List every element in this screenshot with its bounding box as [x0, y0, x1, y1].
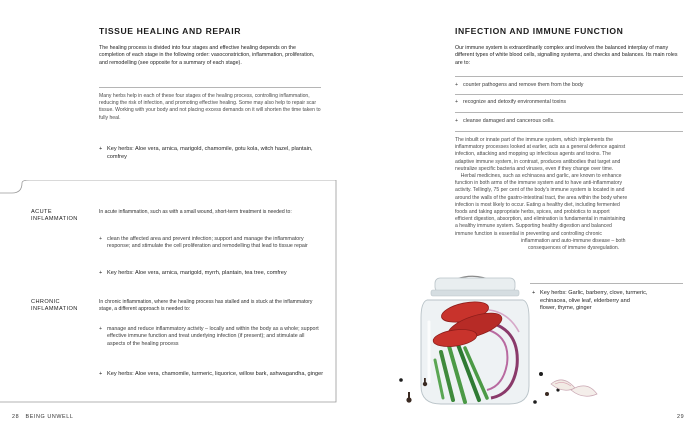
key-herbs-text: echinacea, olive leaf, elderberry and [540, 297, 630, 304]
bullet-mark: + [532, 290, 536, 296]
body-line: The inbuilt or innate part of the immune system, which implements the [455, 137, 613, 143]
body-line: efficient digestion, absorption, and elimination is fundamental in maintaining [455, 216, 626, 223]
acute-key-herbs [99, 270, 312, 278]
acute-bullet-text: clean the affected area and prevent infection; support and manage the inflammatory response; and stimulate the cell proliferation and remodelling that lead to tissue repair [107, 236, 308, 250]
body-line: immune function is essential in preventing and controlling chronic [455, 230, 602, 237]
right-bullet-2 [455, 99, 691, 106]
bullet-mark: + [455, 99, 459, 105]
bullet-text: recognize and detoxify environmental toxins [463, 99, 567, 105]
chronic-key-herbs [99, 371, 329, 379]
body-line: inflammatory processes looked at earlier, acts as a general defence against [455, 144, 626, 151]
chronic-label-line2: INFLAMMATION [31, 306, 78, 313]
chronic-bullet [99, 326, 322, 348]
body-line: inflammation and auto-immune disease – both [521, 237, 626, 244]
bullet-mark: + [99, 326, 103, 332]
chronic-label-line1: CHRONIC [31, 299, 60, 305]
chronic-bullet-text: manage and reduce inflammatory activity – locally and within the body as a whole; support effective immune function and treat underlying infection (if present); and stimulate all aspects of the healing process [107, 326, 319, 347]
bullet-mark: + [99, 146, 103, 152]
divider [455, 94, 683, 95]
right-intro: Our immune system is extraordinarily complex and involves the balanced interplay of many different types of white blood cells, signalling systems, and checks and balances. Its main roles are to: [455, 45, 678, 66]
key-herbs-text: Key herbs: Aloe vera, arnica, marigold, chamomile, gotu kola, witch hazel, plantain, comfrey [107, 146, 313, 160]
body-line: activity. Tellingly, 75 per cent of the body's immune system is located in and [455, 187, 625, 194]
acute-label-line2: INFLAMMATION [31, 216, 78, 223]
key-herbs-text: Key herbs: Aloe vera, chamomile, turmeric, liquorice, willow bark, ashwagandha, ginger [107, 371, 324, 377]
left-body: Many herbs help in each of these four stages of the healing process, controlling inflammation, reducing the risk of infection, and promoting effective healing. Some may also help to repair scar tissue. Working with your body and not placing excess demands on it will shorten the time taken to fully heal. [99, 93, 321, 121]
body-line: Herbal medicines, such as echinacea and garlic, are known to enhance [455, 173, 622, 179]
right-bullet-3 [455, 118, 691, 125]
right-bullet-1 [455, 82, 691, 89]
body-line: a healthy immune system. Supporting healthy digestion and balanced [455, 223, 612, 230]
key-herbs-text: Key herbs: Aloe vera, arnica, marigold, myrrh, plantain, tea tree, comfrey [107, 270, 287, 276]
body-line: neutralize specific bacteria and viruses, even if they change over time. [455, 165, 614, 172]
chronic-intro: In chronic inflammation, where the healing process has stalled and is stuck at the inflammatory stage, a different approach is needed to: [99, 299, 313, 313]
bullet-mark: + [99, 236, 103, 242]
chronic-label [31, 299, 78, 314]
bullet-text: counter pathogens and remove them from the body [463, 82, 584, 88]
garlic-clove-icon [551, 380, 575, 390]
key-herbs-text: Key herbs: Garlic, barberry, clove, turmeric, [540, 290, 648, 296]
body-line: infection is most likely to occur. Eating a healthy diet, including fermented [455, 201, 620, 208]
body-line: consequences of immune dysregulation. [528, 245, 620, 251]
left-intro: The healing process is divided into four stages and effective healing depends on the completion of each stage in the following order: vasoconstriction, inflammation, proliferation, and remodelling (see opposite for a summary of each stage). [99, 45, 315, 66]
bullet-mark: + [99, 270, 103, 276]
bullet-mark: + [99, 371, 103, 377]
page-number-left: 28 [12, 414, 20, 420]
body-line: function in both arms of the immune system and to have anti-inflammatory [455, 180, 623, 187]
bullet-mark: + [455, 118, 459, 124]
divider [455, 131, 683, 132]
body-line: around the walls of the gastro-intestinal tract, the area within the body where [455, 194, 628, 201]
divider [455, 76, 683, 77]
acute-label-line1: ACUTE [31, 209, 52, 215]
acute-label [31, 209, 78, 224]
section-title: BEING UNWELL [25, 414, 74, 420]
left-heading: TISSUE HEALING AND REPAIR [99, 26, 242, 36]
fermentation-jar-illustration [395, 262, 635, 412]
body-line: infection, attacking and mopping up infectious agents and toxins. The [455, 151, 611, 158]
body-line: foods and taking appropriate herbs, spices, and probiotics to support [455, 209, 610, 215]
body-line: adaptive immune system, in contrast, produces antibodies that target and [455, 158, 621, 165]
left-footer [12, 414, 73, 420]
bullet-text: cleanse damaged and cancerous cells. [463, 118, 555, 124]
divider [455, 112, 683, 113]
right-heading: INFECTION AND IMMUNE FUNCTION [455, 26, 624, 36]
left-key-herbs [99, 146, 329, 161]
bullet-mark: + [455, 82, 459, 88]
divider [99, 87, 321, 88]
acute-intro: In acute inflammation, such as with a small wound, short-term treatment is needed to: [99, 209, 292, 215]
key-herbs-text: flower, thyme, ginger [540, 305, 592, 312]
page-number-right: 29 [677, 414, 685, 420]
acute-bullet [99, 236, 322, 251]
